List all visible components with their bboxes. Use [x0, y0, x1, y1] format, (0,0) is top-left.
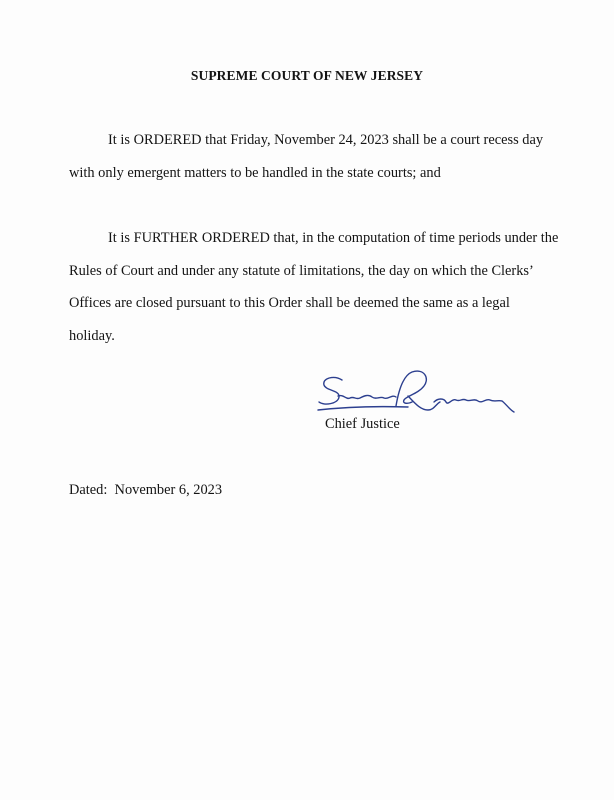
order-paragraph-2: It is FURTHER ORDERED that, in the computation of time periods under the Rules of Court and under any statute of limitations, the day on which the Clerks’ Offices are closed pursuant to this Order shall be deemed the same as a legal holiday. — [69, 230, 559, 344]
signature-title: Chief Justice — [325, 416, 400, 432]
order-paragraph-1: It is ORDERED that Friday, November 24, 2023 shall be a court recess day with only emergent matters to be handled in the state courts; and — [69, 132, 544, 181]
court-heading: SUPREME COURT OF NEW JERSEY — [190, 68, 424, 83]
order-date: Dated: November 6, 2023 — [69, 482, 223, 498]
